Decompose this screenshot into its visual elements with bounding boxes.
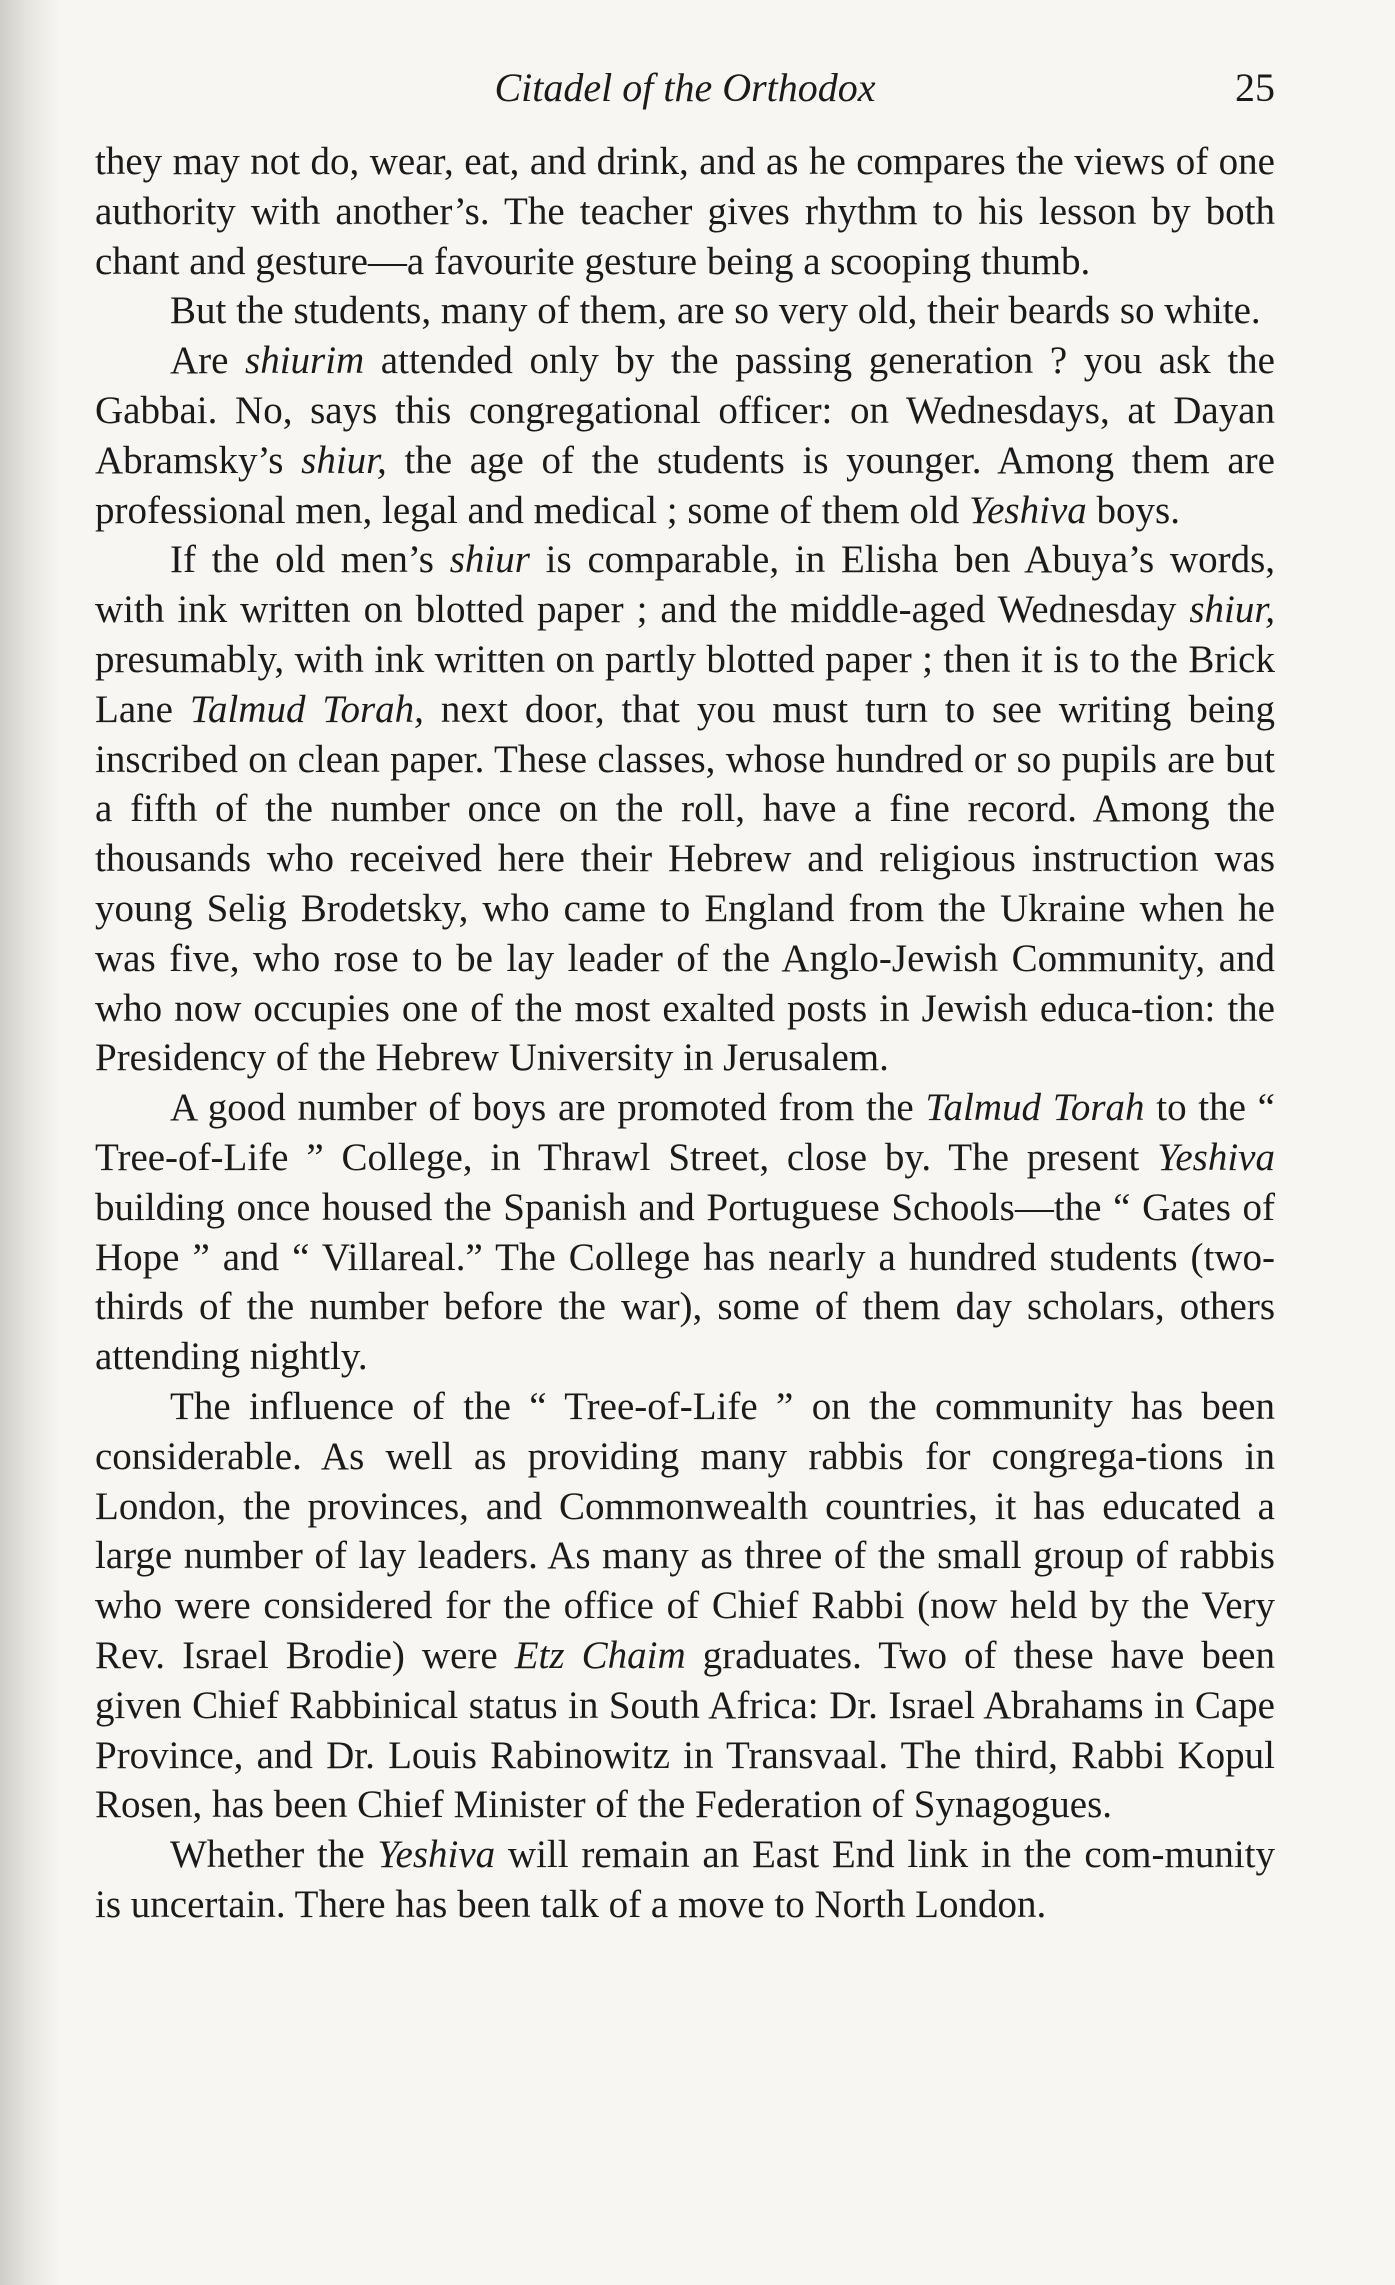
italic-term: Yeshiva [377, 1833, 496, 1877]
paragraph-7 [95, 1830, 1275, 1930]
text-run: Whether the [170, 1833, 378, 1877]
italic-term: shiur [449, 538, 530, 582]
paragraph-5 [95, 1083, 1275, 1382]
italic-term: Yeshiva [969, 488, 1087, 532]
text-run: A good number of boys are promoted from the [170, 1086, 926, 1130]
text-run: graduates. Two of these have been given Chief Rabbinical status in South Africa: Dr. Israel Abrahams in Cape Province, and Dr. Louis Rabinowitz in Transvaal. The third, Rabbi Kopul Rosen, has been Chief Minister of the Federation of Synagogues. [95, 1633, 1275, 1827]
text-run: next door, that you must turn to see writing being inscribed on clean paper. These classes, whose hundred or so pupils are but a fifth of the number once on the roll, have a fine record. Among the thousands who received here their Hebrew and religious instruction was young Selig Brodetsky, who came to England from the Ukraine when he was five, who rose to be lay leader of the Anglo-Jewish Community, and who now occupies one of the most exalted posts in Jewish educa-tion: the Presidency of the Hebrew University in Jerusalem. [95, 687, 1275, 1080]
text-run: will remain an East End link in the com-munity is uncertain. There has been talk of a move to North London. [95, 1833, 1275, 1926]
paragraph-3 [95, 336, 1275, 535]
italic-term: shiur, [1189, 588, 1275, 632]
text-run: But the students, many of them, are so very old, their beards so white. [170, 289, 1261, 333]
running-head [95, 58, 1275, 118]
text-run: to the “ Tree-of-Life ” College, in Thrawl Street, close by. The present [95, 1086, 1275, 1179]
text-run: is comparable, in Elisha ben Abuya’s words, with ink written on blotted paper ; and the middle-aged Wednesday [95, 538, 1275, 632]
text-run: presumably, with ink written on partly blotted paper ; then it is to the Brick Lane [95, 637, 1275, 731]
text-run: If the old men’s [170, 538, 450, 582]
text-run: attended only by the passing generation ? you ask the Gabbai. No, says this congregational officer: on Wednesdays, at Dayan Abramsky’s [95, 339, 1275, 482]
italic-term: Yeshiva [1157, 1135, 1275, 1179]
text-run: they may not do, wear, eat, and drink, and as he compares the views of one authority with another’s. The teacher gives rhythm to his lesson by both chant and gesture—a favourite gesture being a scooping thumb. [95, 140, 1275, 283]
body-text [95, 137, 1275, 1930]
paragraph-4 [95, 535, 1275, 1083]
italic-term: shiurim [245, 339, 365, 383]
running-title: Citadel of the Orthodox [494, 65, 876, 110]
text-run: the age of the students is younger. Among them are professional men, legal and medical ; some of them old [95, 438, 1275, 532]
paragraph-2 [95, 286, 1275, 336]
page-number: 25 [1235, 65, 1275, 110]
paragraph-1 [95, 137, 1275, 286]
italic-term: shiur, [301, 438, 387, 482]
italic-term: Etz Chaim [514, 1633, 686, 1677]
paragraph-6 [95, 1382, 1275, 1830]
page-gutter-shadow [0, 0, 60, 2285]
text-run: boys. [1086, 488, 1180, 532]
italic-term: Talmud Torah [925, 1086, 1145, 1130]
text-run: The influence of the “ Tree-of-Life ” on the community has been considerable. As well as providing many rabbis for congrega-tions in London, the provinces, and Commonwealth countries, it has educated a large number of lay leaders. As many as three of the small group of rabbis who were considered for the office of Chief Rabbi (now held by the Very Rev. Israel Brodie) were [95, 1384, 1275, 1677]
text-run: Are [170, 339, 246, 383]
text-run: building once housed the Spanish and Portuguese Schools—the “ Gates of Hope ” and “ Villareal.” The College has nearly a hundred students (two-thirds of the number before the war), some of them day scholars, others attending nightly. [95, 1185, 1275, 1379]
italic-term: Talmud Torah, [189, 687, 424, 731]
